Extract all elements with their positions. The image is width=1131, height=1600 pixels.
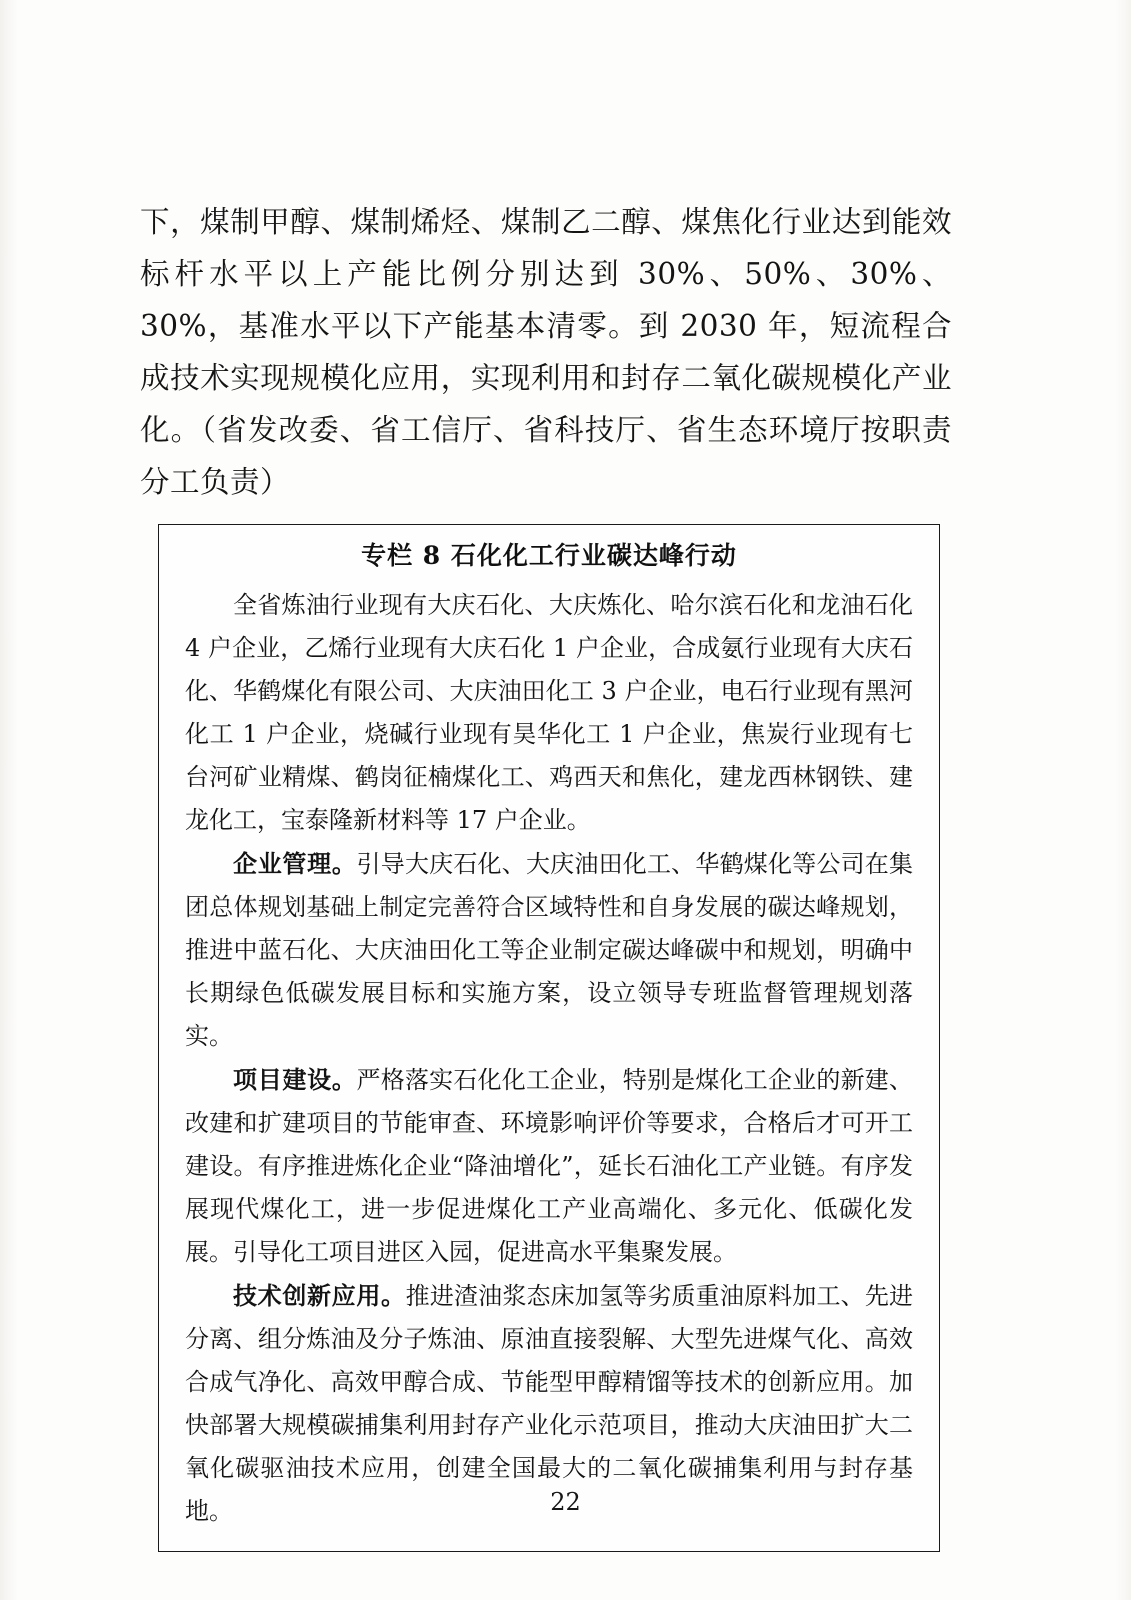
callout-paragraph-text: 严格落实石化化工企业，特别是煤化工企业的新建、改建和扩建项目的节能审查、环境影响评价等要求，合格后才可开工建设。有序推进炼化企业“降油增化”，延长石油化工产业链。有序发展现代煤化工，进一步促进煤化工产业高端化、多元化、低碳化发展。引导化工项目进区入园，促进高水平集聚发展。 xyxy=(185,1066,914,1266)
callout-paragraph-lead: 技术创新应用。 xyxy=(233,1281,406,1310)
page-content xyxy=(140,196,952,1552)
scan-edge-left xyxy=(0,0,18,1600)
scan-edge-right xyxy=(1115,0,1131,1600)
callout-paragraph xyxy=(185,1058,913,1274)
callout-box xyxy=(158,524,940,1552)
callout-paragraph-text: 引导大庆石化、大庆油田化工、华鹤煤化等公司在集团总体规划基础上制定完善符合区域特性和自身发展的碳达峰规划，推进中蓝石化、大庆油田化工等企业制定碳达峰碳中和规划，明确中长期绿色低碳发展目标和实施方案，设立领导专班监督管理规划落实。 xyxy=(185,850,914,1050)
callout-paragraph xyxy=(185,583,913,842)
callout-paragraph-text: 推进渣油浆态床加氢等劣质重油原料加工、先进分离、组分炼油及分子炼油、原油直接裂解、大型先进煤气化、高效合成气净化、高效甲醇合成、节能型甲醇精馏等技术的创新应用。加快部署大规模碳捕集利用封存产业化示范项目，推动大庆油田扩大二氧化碳驱油技术应用，创建全国最大的二氧化碳捕集利用与封存基地。 xyxy=(185,1282,914,1525)
body-paragraph: 下，煤制甲醇、煤制烯烃、煤制乙二醇、煤焦化行业达到能效标杆水平以上产能比例分别达到 30%、50%、30%、30%，基准水平以下产能基本清零。到 2030 年，短流程合成技术实现规模化应用，实现利用和封存二氧化碳规模化产业化。（省发改委、省工信厅、省科技厅、省生态环境厅按职责分工负责） xyxy=(140,205,952,499)
callout-paragraph-lead: 项目建设。 xyxy=(233,1065,357,1094)
page-number: 22 xyxy=(550,1488,581,1516)
callout-paragraph xyxy=(185,842,913,1058)
callout-paragraph-text: 全省炼油行业现有大庆石化、大庆炼化、哈尔滨石化和龙油石化 4 户企业，乙烯行业现有大庆石化 1 户企业，合成氨行业现有大庆石化、华鹤煤化有限公司、大庆油田化工 3 户企业，电石行业现有黑河化工 1 户企业，烧碱行业现有昊华化工 1 户企业，焦炭行业现有七台河矿业精煤、鹤岗征楠煤化工、鸡西天和焦化，建龙西林钢铁、建龙化工，宝泰隆新材料等 17 户企业。 xyxy=(185,591,913,834)
callout-box-title: 专栏 8 石化化工行业碳达峰行动 xyxy=(361,541,737,570)
callout-box-body xyxy=(159,583,939,1551)
callout-paragraph-lead: 企业管理。 xyxy=(233,849,357,878)
